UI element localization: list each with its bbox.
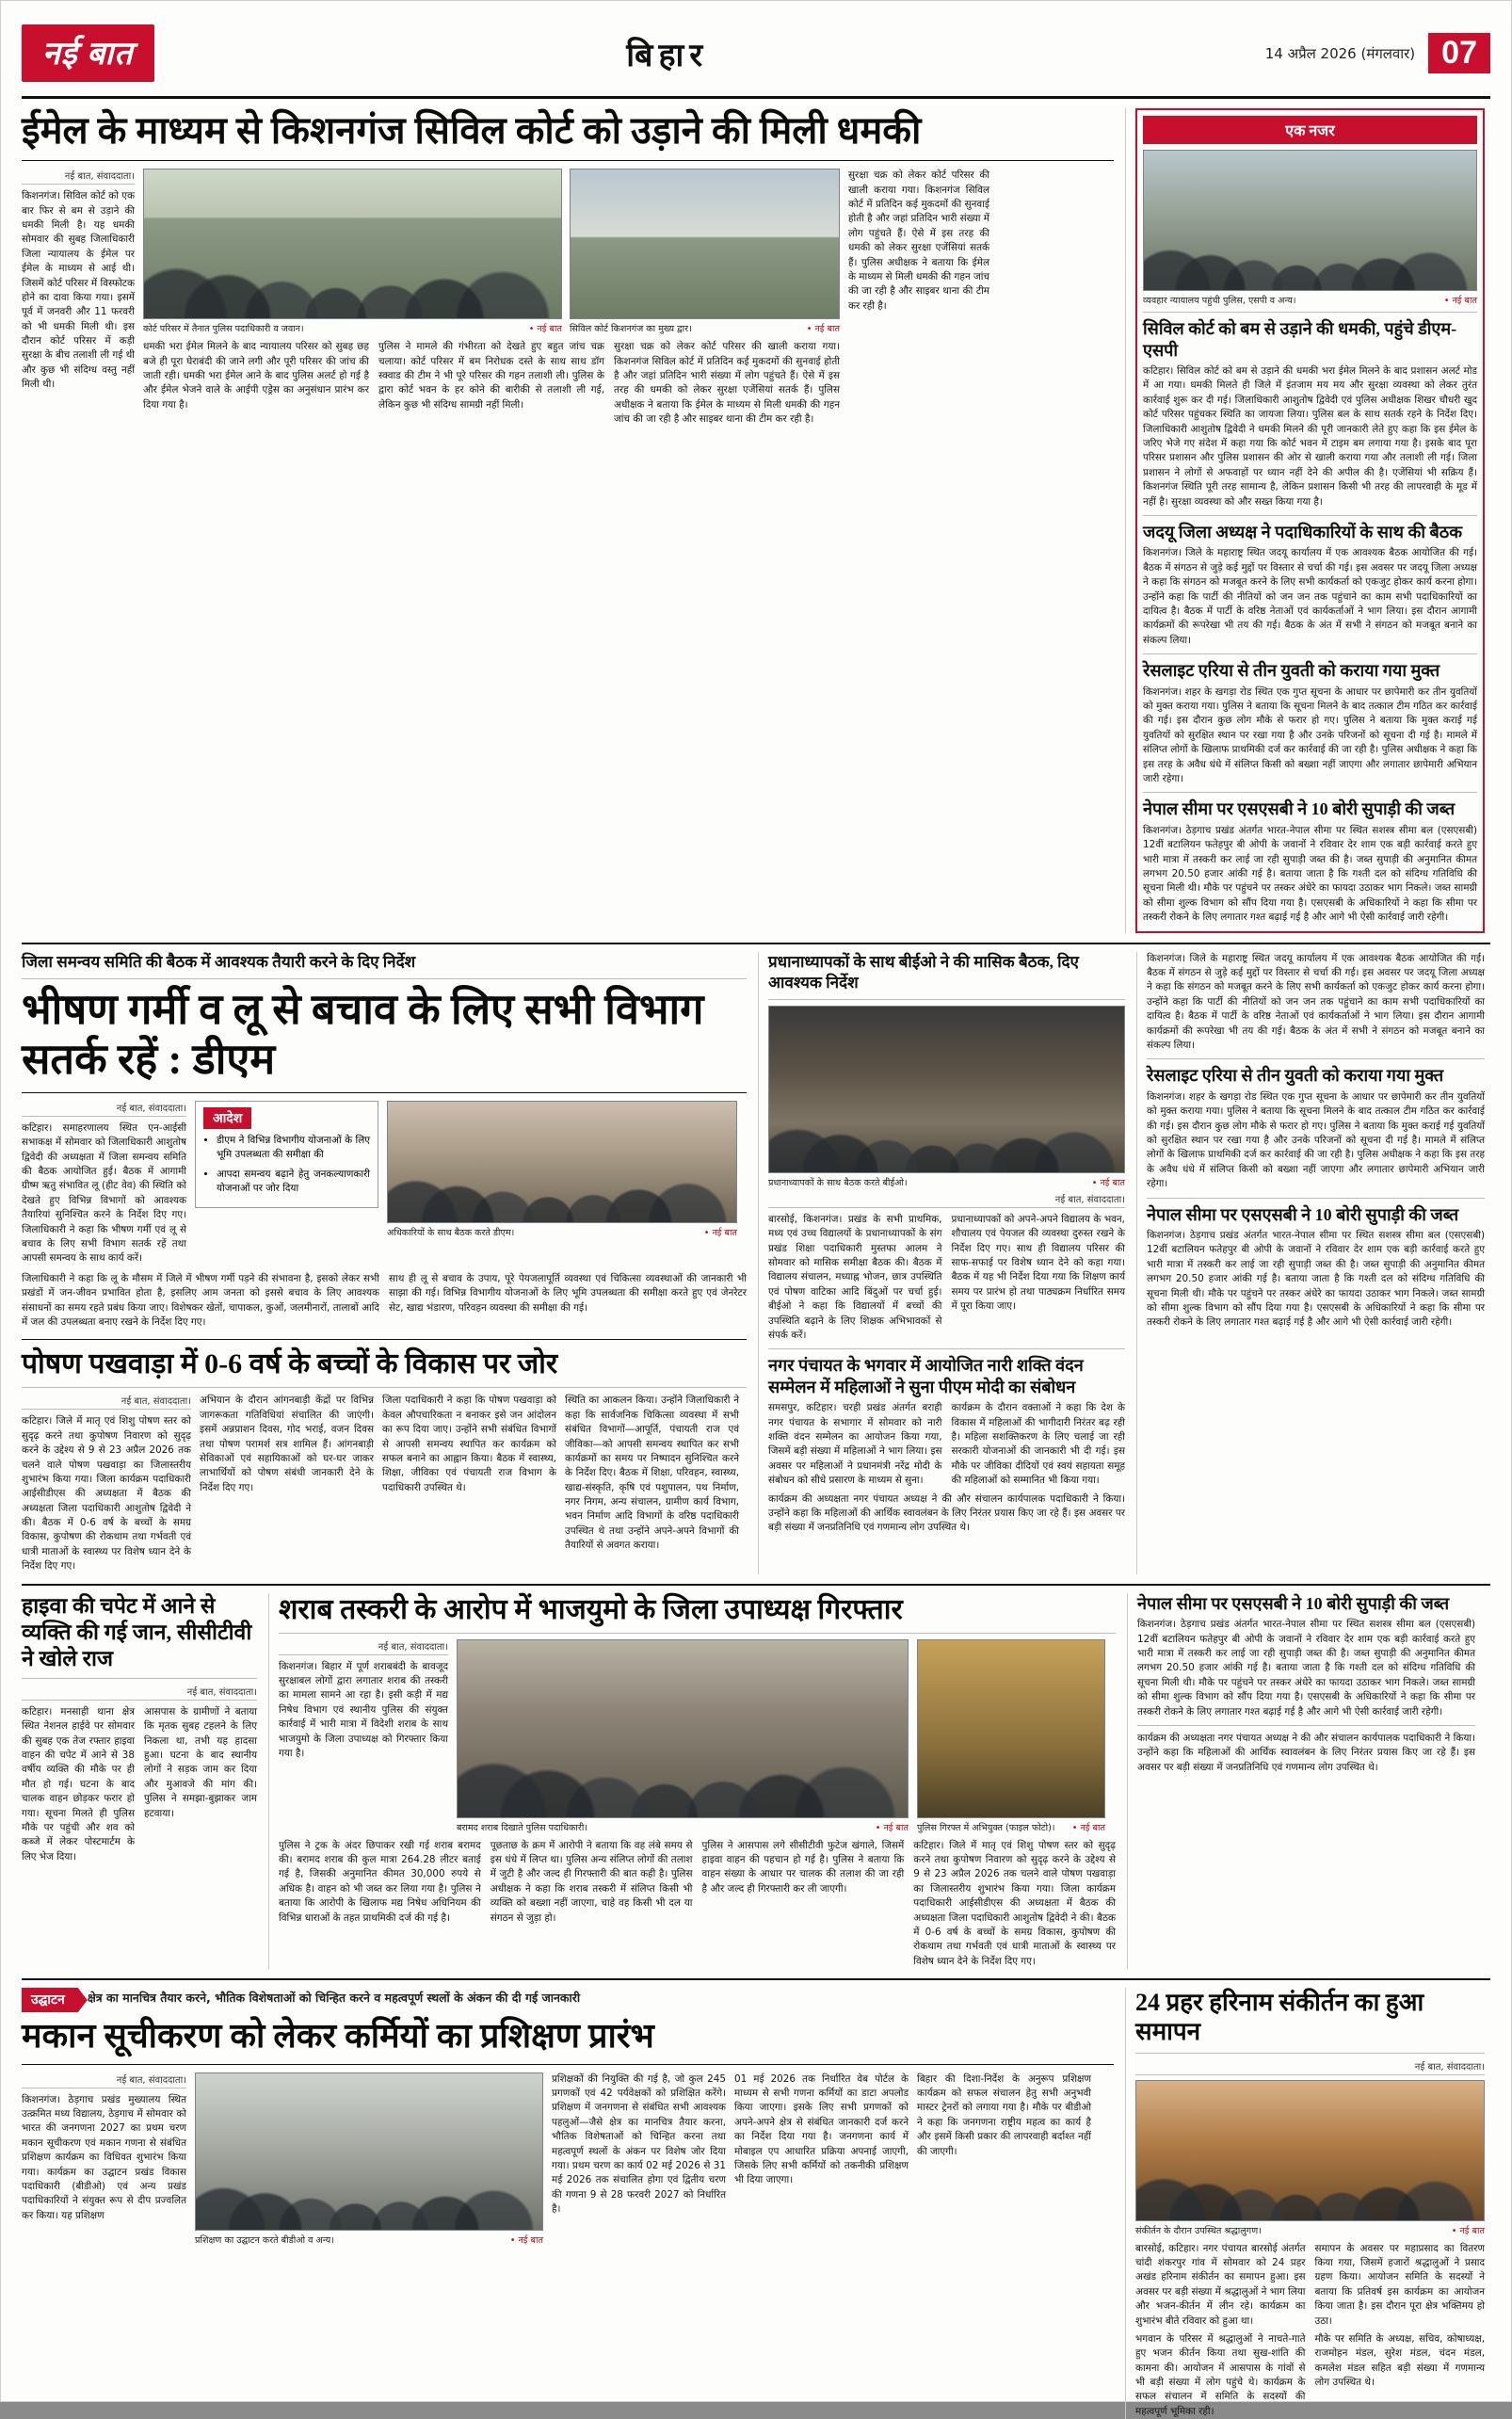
lead-photos bbox=[143, 169, 840, 427]
lead-col-last bbox=[848, 169, 989, 427]
nutrition-headline: पोषण पखवाड़ा में 0-6 वर्ष के बच्चों के विकास पर जोर bbox=[22, 1348, 558, 1380]
training-photo bbox=[195, 2072, 543, 2231]
caption-text: अधिकारियों के साथ बैठक करते डीएम। bbox=[387, 1227, 515, 1238]
caption-credit: • नई बात bbox=[1451, 2225, 1485, 2236]
bdo-photo bbox=[768, 1006, 1125, 1173]
caption-credit: • नई बात bbox=[703, 1227, 737, 1238]
training-para-4: बिहार की दिशा-निर्देश के अनुरूप प्रशिक्षण कार्यक्रम को सफल संचालन हेतु सभी अनुभवी मास्टर ट्रेनरों को लगाया गया है। मौके पर बीडीओ ने कहा कि जनगणना राष्ट्रीय महत्व का कार्य है और इसमें किसी प्रकार की लापरवाही बर्दाश्त नहीं की जाएगी। bbox=[917, 2072, 1091, 2157]
nutrition-col-1 bbox=[22, 1394, 191, 1573]
dm-para-3: साथ ही लू से बचाव के उपाय, पूरे पेयजलापूर्ति व्यवस्था एवं चिकित्सा व्यवस्थाओं की जानकारी भी साझा की गई। विभिन्न विभागीय योजनाओं के लिए भूमि उपलब्धता की समीक्षा करते हुए एवं जेनरेटर सेट, खाद्य भंडारण, परिवहन व्यवस्था की समीक्षा की गई। bbox=[389, 1272, 747, 1314]
eknazar-item-3-headline: नेपाल सीमा पर एसएसबी ने 10 बोरी सुपाड़ी की जब्त bbox=[1143, 799, 1456, 819]
dm-para-2: जिलाधिकारी ने कहा कि लू के मौसम में जिले में भीषण गर्मी पड़ने की संभावना है, इसको लेकर सभी प्रखंडों में जन-जीवन प्रभावित होता है, इसलिए आम जनता को इससे बचाव के लिए आवश्यक संसाधनों का समय रहते प्रबंध किया जाए। विशेषकर खेतों, चापाकल, कुओं, जलमीनारों, तालाबों आदि में जल की उपलब्धता बनाए रखने के निर्देश दिए गए। bbox=[22, 1272, 379, 1328]
eknazar-title: एक नजर bbox=[1143, 116, 1477, 144]
bdo-kicker: प्रधानाध्यापकों के साथ बीईओ ने की मासिक बैठक, दिए आवश्यक निर्देश bbox=[768, 952, 1079, 992]
training-para-3: 01 मई 2026 तक निर्धारित वेब पोर्टल के माध्यम से सभी गणना कर्मियों का डाटा अपलोड किया जाएगा। इसके लिए सभी प्रगणकों को अपने-अपने क्षेत्र से संबंधित जानकारी दर्ज करने का निर्देश दिया गया है। जनगणना कार्य में मोबाइल एप आधारित प्रक्रिया अपनाई जाएगी, जिसके लिए सभी कर्मियों को तकनीकी प्रशिक्षण भी दिया जाएगा। bbox=[734, 2072, 909, 2186]
bdo-byline: नई बात, संवाददाता। bbox=[768, 1192, 1125, 1208]
eknazar-item-1-body: किशनगंज। जिले के महाराष्ट्र स्थित जदयू कार्यालय में एक आवश्यक बैठक आयोजित की गई। बैठक में संगठन से जुड़े कई मुद्दों पर विस्तार से चर्चा की गई। इस अवसर पर जदयू जिला अध्यक्ष ने कहा कि संगठन को मजबूत करने के लिए सभी कार्यकर्ता को एकजुट होकर कार्य करना होगा। उन्होंने कहा कि पार्टी की नीतियों को जन जन तक पहुंचाने का काम सभी पदाधिकारियों का दायित्व है। बैठक में पार्टी के वरिष्ठ नेताओं एवं कार्यकर्ताओं ने भाग लिया। इस दौरान आगामी कार्यक्रमों की रूपरेखा भी तय की गई। बैठक के अंत में सभी ने संगठन को मजबूत बनाने का संकल्प लिया। bbox=[1143, 547, 1477, 646]
kirtan-para-4: मौके पर समिति के अध्यक्ष, सचिव, कोषाध्यक्ष, राजमोहन मंडल, सुरेश मंडल, चंदन मंडल, कमलेश मंडल सहित बड़ी संख्या में गणमान्य लोग उपस्थित थे। bbox=[1314, 2332, 1485, 2389]
eknazar-item-0-body: कटिहार। सिविल कोर्ट को बम से उड़ाने की धमकी भरा ईमेल मिलने के बाद प्रशासन अलर्ट मोड में आ गया। धमकी मिलते ही जिले में इंतजाम मय मय और सुरक्षा व्यवस्था को लेकर तुरंत कार्रवाई शुरू कर दी गई। जिलाधिकारी आशुतोष द्विवेदी एवं पुलिस अधीक्षक शिखर चौधरी खुद कोर्ट परिसर पहुंचकर स्थिति का जायजा लिया। पुलिस बल के साथ सतर्क रहने के निर्देश दिए। जिलाधिकारी आशुतोष द्विवेदी ने धमकी मिलने की पूरी जानकारी लेते हुए कहा कि इस ईमेल के जरिए भेजे गए संदेश में कहा गया कि कोर्ट भवन में टाइम बम लगाया गया है। इसके बाद पूरा परिसर प्रशासन और पुलिस प्रशासन की ओर से खाली कराया गया और तलाशी ली गई। जिला प्रशासन ने लोगों से अफवाहों पर ध्यान नहीं देने की अपील की है। एजेंसियां भी सक्रिय हैं। किशनगंज स्थिति पूरी तरह सामान्य है, लेकिन प्रशासन किसी भी तरह की लापरवाही के मूड में नहीं है। सुरक्षा व्यवस्था को और सख्त किया गया है। bbox=[1143, 365, 1477, 508]
bdo-para-1: बारसोई, किशनगंज। प्रखंड के सभी प्राथमिक, मध्य एवं उच्च विद्यालयों के प्रधानाध्यापकों के संग प्रखंड शिक्षा पदाधिकारी मुस्तफा आलम ने सोमवार को मासिक समीक्षा बैठक की। बैठक में विद्यालय संचालन, मध्याह्न भोजन, छात्र उपस्थिति एवं पोषण वाटिका आदि बिंदुओं पर चर्चा हुई। बीईओ ने कहा कि विद्यालयों में बच्चों की उपस्थिति बढ़ाने के लिए शिक्षक अभिभावकों से संपर्क करें। bbox=[768, 1213, 942, 1341]
dm-byline: नई बात, संवाददाता। bbox=[22, 1101, 186, 1117]
dm-order-list bbox=[203, 1134, 370, 1196]
eknazar-item-2-headline-cont: रेसलाइट एरिया से तीन युवती को कराया गया मुक्त bbox=[1147, 1066, 1444, 1086]
liquor-para-1: किशनगंज। बिहार में पूर्ण शराबबंदी के बावजूद सुरक्षाबल लोगों द्वारा लगातार शराब की तस्करी का मामला सामने आ रहा है। इसी कड़ी में मद्य निषेध विभाग एवं स्थानीय पुलिस की संयुक्त कार्रवाई में भारी मात्रा में विदेशी शराब के साथ भाजयुमो के जिला उपाध्यक्ष को गिरफ्तार किया गया है। bbox=[279, 1660, 448, 1759]
eknazar-item-1-body-cont: किशनगंज। जिले के महाराष्ट्र स्थित जदयू कार्यालय में एक आवश्यक बैठक आयोजित की गई। बैठक में संगठन से जुड़े कई मुद्दों पर विस्तार से चर्चा की गई। इस अवसर पर जदयू जिला अध्यक्ष ने कहा कि संगठन को मजबूत करने के लिए सभी कार्यकर्ता को एकजुट होकर कार्य करना होगा। उन्होंने कहा कि पार्टी की नीतियों को जन जन तक पहुंचाने का काम सभी पदाधिकारियों का दायित्व है। बैठक में पार्टी के वरिष्ठ नेताओं एवं कार्यकर्ताओं ने भाग लिया। इस दौरान आगामी कार्यक्रमों की रूपरेखा भी तय की गई। बैठक के अंत में सभी ने संगठन को मजबूत बनाने का संकल्प लिया। bbox=[1147, 952, 1485, 1051]
lead-photo-1 bbox=[143, 169, 562, 319]
eknazar-item-3-body: किशनगंज। ठेड़गाच प्रखंड अंतर्गत भारत-नेपाल सीमा पर स्थित सशस्त्र सीमा बल (एसएसबी) 12वीं बटालियन फतेहपुर बी ओपी के जवानों ने रविवार देर शाम एक बड़ी कार्रवाई करते हुए भारी मात्रा में तस्करी कर लाई जा रही सुपाड़ी जब्त की है। जब्त सुपाड़ी की अनुमानित कीमत लगभग 20.50 हजार आंकी गई है। बताया जाता है कि गश्ती दल को संदिग्ध गतिविधि की सूचना मिली थी। मौके पर पहुंचने पर तस्कर अंधेरे का फायदा उठाकर भाग निकले। जब्त सामग्री को सीमा शुल्क विभाग को सौंप दिया गया है। एसएसबी के अधिकारियों ने कहा कि सीमा पर तस्करी रोकने के लिए लगातार गश्त बढ़ाई गई है और आगे भी ऐसी कार्रवाई जारी रहेगी। bbox=[1143, 824, 1477, 924]
liquor-headline: शराब तस्करी के आरोप में भाजयुमो के जिला उपाध्यक्ष गिरफ्तार bbox=[279, 1593, 903, 1625]
nutrition-para-1-cont: कटिहार। जिले में मातृ एवं शिशु पोषण स्तर को सुदृढ़ करने तथा कुपोषण निवारण को सुदृढ़ करने के उद्देश्य से 9 से 23 अप्रैल 2026 तक चलने वाले पोषण पखवाड़ा का जिलास्तरीय शुभारंभ किया गया। जिला कार्यक्रम पदाधिकारी आईसीडीएस की अध्यक्षता में बैठक की अध्यक्षता जिला पदाधिकारी आशुतोष द्विवेदी ने की। बैठक में 0-6 वर्ष के बच्चों के समग्र विकास, कुपोषण की रोकथाम तथा गर्भवती एवं धात्री माताओं के स्वास्थ्य पर विशेष ध्यान देने के निर्देश दिए गए। bbox=[913, 1839, 1116, 1967]
eknazar-column bbox=[1125, 108, 1485, 933]
caption-text: प्रशिक्षण का उद्घाटन करते बीडीओ व अन्य। bbox=[195, 2234, 334, 2246]
kirtan-photo bbox=[1135, 2080, 1485, 2221]
lead-para-1: किशनगंज। सिविल कोर्ट को एक बार फिर से बम से उड़ाने की धमकी मिली है। यह धमकी सोमवार की सुबह जिलाधिकारी जिला न्यायालय के ईमेल पर ईमेल के माध्यम से आई थी। जिसमें कोर्ट परिसर में विस्फोटक होने का दावा किया गया। इसमें पूर्व में जनवरी और 11 फरवरी को भी धमकी मिली थी। इस दौरान कोर्ट परिसर में कड़ी सुरक्षा के बीच तलाशी ली गई थी और कुछ भी संदिग्ध वस्तु नहीं मिली थी। bbox=[22, 190, 135, 391]
caption-text: संकीर्तन के दौरान उपस्थित श्रद्धालुगण। bbox=[1135, 2225, 1262, 2236]
liquor-photo-wrap bbox=[457, 1639, 909, 1833]
kirtan-photo-caption bbox=[1135, 2221, 1485, 2236]
caption-credit: • नई बात bbox=[1443, 296, 1477, 306]
eknazar-item-2-body-cont: किशनगंज। शहर के खगड़ा रोड स्थित एक गुप्त सूचना के आधार पर छापेमारी कर तीन युवतियों को मुक्त कराया गया। पुलिस ने बताया कि सूचना मिलने के बाद तत्काल टीम गठित कर कार्रवाई की गई। इस दौरान कुछ लोग मौके से फरार हो गए। पुलिस ने बताया कि मुक्त कराई गई युवतियों को सुरक्षित स्थान पर रखा गया है और उनके परिजनों को सूचना दी गई है। मामले में संलिप्त लोगों के खिलाफ प्राथमिकी दर्ज कर कार्रवाई की जा रही है। पुलिस अधीक्षक ने कहा कि इस तरह के अवैध धंधे में संलिप्त किसी को बख्शा नहीं जाएगा और लगातार छापेमारी अभियान जारी रहेगा। bbox=[1147, 1090, 1485, 1190]
liquor-para-3: पूछताछ के क्रम में आरोपी ने बताया कि वह लंबे समय से इस धंधे में लिप्त था। पुलिस अन्य संलिप्त लोगों की तलाश में जुटी है और जल्द ही गिरफ्तारी की बात कही है। पुलिस अधीक्षक ने कहा कि शराब तस्करी में संलिप्त किसी भी व्यक्ति को बख्शा नहीं जाएगा, चाहे वह किसी भी दल या संगठन से जुड़ा हो। bbox=[490, 1839, 693, 1924]
nari-para-2: कार्यक्रम के दौरान वक्ताओं ने कहा कि देश के विकास में महिलाओं की भागीदारी निरंतर बढ़ रही है। महिला सशक्तिकरण के लिए चलाई जा रही सरकारी योजनाओं की जानकारी भी दी गई। इस मौके पर जीविका दीदियों एवं स्वयं सहायता समूह की महिलाओं को सम्मानित भी किया गया। bbox=[951, 1402, 1125, 1487]
kirtan-headline: 24 प्रहर हरिनाम संकीर्तन का हुआ समापन bbox=[1135, 1989, 1424, 2046]
liquor-accused-photo bbox=[917, 1639, 1105, 1818]
caption-text: सिविल कोर्ट किशनगंज का मुख्य द्वार। bbox=[569, 324, 692, 335]
bdo-para-2: प्रधानाध्यापकों को अपने-अपने विद्यालय के भवन, शौचालय एवं पेयजल की व्यवस्था दुरुस्त रखने के निर्देश दिए गए। साथ ही विद्यालय परिसर की साफ-सफाई पर विशेष ध्यान देने को कहा गया। बैठक में यह भी निर्देश दिया गया कि शिक्षण कार्य समय पर प्रारंभ हो तथा पाठ्यक्रम निर्धारित समय में पूरा किया जाए। bbox=[951, 1213, 1125, 1313]
publication-date: 14 अप्रैल 2026 (मंगलवार) bbox=[1264, 44, 1416, 62]
eknazar-item-3-headline-cont: नेपाल सीमा पर एसएसबी ने 10 बोरी सुपाड़ी की जब्त bbox=[1147, 1204, 1459, 1224]
hiwa-para-3: पुलिस ने आसपास लगे सीसीटीवी फुटेज खंगाले, जिसमें हाइवा वाहन की पहचान हो गई है। पुलिस ने बताया कि वाहन संख्या के आधार पर चालक की तलाश की जा रही है और जल्द ही गिरफ्तारी कर ली जाएगी। bbox=[701, 1839, 905, 1895]
dm-para-1: कटिहार। समाहरणालय स्थित एन-आईसी सभाकक्ष में सोमवार को जिलाधिकारी आशुतोष द्विवेदी की अध्यक्षता में जिला समन्वय समिति की बैठक आयोजित हुई। बैठक में आगामी ग्रीष्म ऋतु संभावित लू (हीट वेव) की स्थिति को देखते हुए विभिन्न विभागों को आवश्यक तैयारियां सुनिश्चित करने के निर्देश दिए गए। जिलाधिकारी ने कहा कि भीषण गर्मी एवं लू से बचाव के लिए सभी विभाग सतर्क रहें तथा आपसी समन्वय के साथ कार्य करें। bbox=[22, 1121, 186, 1265]
bdo-photo-caption bbox=[768, 1173, 1125, 1188]
training-photo-wrap bbox=[195, 2072, 543, 2246]
dm-headline: भीषण गर्मी व लू से बचाव के लिए सभी विभाग सतर्क रहें : डीएम bbox=[22, 985, 704, 1083]
nari-headline: नगर पंचायत के भगवार में आयोजित नारी शक्ति वंदन सम्मेलन में महिलाओं ने सुना पीएम मोदी का संबोधन bbox=[768, 1356, 1084, 1396]
dm-photo bbox=[387, 1101, 737, 1223]
liquor-col-1 bbox=[279, 1639, 448, 1833]
nutrition-para-3: जिला पदाधिकारी ने कहा कि पोषण पखवाड़ा को केवल औपचारिकता न बनाकर इसे जन आंदोलन का रूप दिया जाए। उन्होंने सभी संबंधित विभागों से आपसी समन्वय स्थापित कर कार्यक्रम को सफल बनाने का आह्वान किया। बैठक में स्वास्थ्य, शिक्षा, जीविका एवं पंचायती राज विभाग के पदाधिकारी उपस्थित थे। bbox=[382, 1395, 556, 1493]
lead-photo-1-caption bbox=[143, 319, 562, 334]
dm-order-item-1: • आपदा समन्वय बढ़ाने हेतु जनकल्याणकारी योजनाओं पर जोर दिया bbox=[217, 1168, 370, 1196]
eknazar-photo-caption bbox=[1143, 291, 1477, 306]
eknazar-continued bbox=[1136, 952, 1485, 1574]
nari-para-3-cont: कार्यक्रम की अध्यक्षता नगर पंचायत अध्यक्ष ने की और संचालन कार्यपालक पदाधिकारी ने किया। उन्होंने कहा कि महिलाओं की आर्थिक स्वावलंबन के लिए निरंतर प्रयास किए जा रहे हैं। इस अवसर पर बड़ी संख्या में जनप्रतिनिधि एवं गणमान्य लोग उपस्थित थे। bbox=[1137, 1732, 1475, 1773]
lead-para-4: सुरक्षा चक्र को लेकर कोर्ट परिसर की खाली कराया गया। किशनगंज सिविल कोर्ट में प्रतिदिन कई मुकदमों की सुनवाई होती है और जहां प्रतिदिन भारी संख्या में लोग पहुंचते हैं। ऐसे में इस तरह की धमकी को लेकर सुरक्षा एजेंसियां सतर्क हैं। पुलिस अधीक्षक ने बताया कि ईमेल के माध्यम से मिली धमकी की गहन जांच की जा रही है और साइबर थाना की टीम कर रही है। bbox=[614, 341, 840, 426]
hiwa-headline: हाइवा की चपेट में आने से व्यक्ति की गई जान, सीसीटीवी ने खोले राज bbox=[22, 1593, 252, 1670]
hiwa-para-2: आसपास के ग्रामीणों ने बताया कि मृतक सुबह टहलने के लिए निकला था, तभी यह हादसा हुआ। घटना के बाद स्थानीय लोगों ने सड़क जाम कर दिया और मुआवजे की मांग की। पुलिस ने समझा-बुझाकर जाम हटवाया। bbox=[144, 1705, 257, 1819]
hiwa-story bbox=[22, 1593, 257, 1970]
dm-col-1 bbox=[22, 1101, 186, 1266]
nari-para-3: कार्यक्रम की अध्यक्षता नगर पंचायत अध्यक्ष ने की और संचालन कार्यपालक पदाधिकारी ने किया। उन्होंने कहा कि महिलाओं की आर्थिक स्वावलंबन के लिए निरंतर प्रयास किए जा रहे हैं। इस अवसर पर बड़ी संख्या में जनप्रतिनिधि एवं गणमान्य लोग उपस्थित थे। bbox=[768, 1492, 1125, 1534]
hiwa-para-1: कटिहार। मनसाही थाना क्षेत्र स्थित नेशनल हाईवे पर सोमवार की सुबह एक तेज रफ्तार हाइवा वाहन की चपेट में आने से 38 वर्षीय व्यक्ति की मौके पर ही मौत हो गई। घटना के बाद चालक वाहन छोड़कर फरार हो गया। सूचना मिलते ही पुलिस मौके पर पहुंची और शव को कब्जे में लेकर पोस्टमार्टम के लिए भेज दिया। bbox=[22, 1705, 135, 1863]
training-para-1: किशनगंज। ठेड़गाच प्रखंड मुख्यालय स्थित उत्क्रमित मध्य विद्यालय, ठेड़गाच में सोमवार को भारत की जनगणना 2027 का प्रथम चरण मकान सूचीकरण एवं मकान गणना से संबंधित प्रशिक्षण कार्यक्रम का विधिवत शुभारंभ किया गया। कार्यक्रम का उद्घाटन प्रखंड विकास पदाधिकारी (बीडीओ) एवं अन्य प्रखंड पदाधिकारियों ने संयुक्त रूप से दीप प्रज्वलित कर किया। यह प्रशिक्षण bbox=[22, 2093, 186, 2221]
lead-para-2: धमकी भरा ईमेल मिलने के बाद न्यायालय परिसर को सुबह छह बजे ही पूरा घेराबंदी की जाने लगी और पूरी परिसर की जांच की जाती रही। धमकी भरा ईमेल आने के बाद पुलिस अलर्ट हो गई है और ईमेल भेजने वाले के आईपी एड्रेस का अनुसंधान प्रारंभ कर दिया गया है। bbox=[143, 341, 369, 411]
caption-credit: • नई बात bbox=[1071, 1822, 1105, 1833]
bdo-story bbox=[758, 952, 1125, 1574]
eknazar-item-3-body-b: किशनगंज। ठेड़गाच प्रखंड अंतर्गत भारत-नेपाल सीमा पर स्थित सशस्त्र सीमा बल (एसएसबी) 12वीं बटालियन फतेहपुर बी ओपी के जवानों ने रविवार देर शाम एक बड़ी कार्रवाई करते हुए भारी मात्रा में तस्करी कर लाई जा रही सुपाड़ी जब्त की है। जब्त सुपाड़ी की अनुमानित कीमत लगभग 20.50 हजार आंकी गई है। बताया जाता है कि गश्ती दल को संदिग्ध गतिविधि की सूचना मिली थी। मौके पर पहुंचने पर तस्कर अंधेरे का फायदा उठाकर भाग निकले। जब्त सामग्री को सीमा शुल्क विभाग को सौंप दिया गया है। एसएसबी के अधिकारियों ने कहा कि सीमा पर तस्करी रोकने के लिए लगातार गश्त बढ़ाई गई है और आगे भी ऐसी कार्रवाई जारी रहेगी। bbox=[1137, 1619, 1475, 1717]
dm-story bbox=[22, 952, 747, 1574]
liquor-para-2: पुलिस ने ट्रक के अंदर छिपाकर रखी गई शराब बरामद की। बरामद शराब की कुल मात्रा 264.28 लीटर बताई गई है, जिसकी अनुमानित कीमत 30,000 रुपये से अधिक है। वाहन को भी जब्त कर लिया गया है। पुलिस ने बताया कि आरोपी के खिलाफ मद्य निषेध अधिनियम की विभिन्न धाराओं के तहत प्राथमिकी दर्ज की गई है। bbox=[279, 1839, 481, 1924]
kirtan-para-3: भगवान के परिसर में श्रद्धालुओं ने नाचते-गाते हुए भजन कीर्तन किया तथा सुख-शांति की कामना की। आयोजन में आसपास के गांवों से भी बड़ी संख्या में लोग पहुंचे थे। कार्यक्रम के सफल संचालन में समिति के सदस्यों की महत्वपूर्ण भूमिका रही। bbox=[1135, 2332, 1306, 2417]
eknazar-item-2-headline: रेसलाइट एरिया से तीन युवती को कराया गया मुक्त bbox=[1143, 661, 1440, 681]
lead-byline: नई बात, संवाददाता। bbox=[22, 169, 135, 185]
kirtan-para-1: बारसोई, कटिहार। नगर पंचायत बारसोई अंतर्गत चांदी शंकरपुर गांव में सोमवार को 24 प्रहर अखंड हरिनाम संकीर्तन का समापन हुआ। इस अवसर पर बड़ी संख्या में श्रद्धालुओं ने भाग लिया और भजन-कीर्तन में लीन रहे। कार्यक्रम का शुभारंभ बीते रविवार को हुआ था। bbox=[1135, 2242, 1306, 2327]
newspaper-logo: नई बात bbox=[22, 24, 154, 82]
training-story bbox=[22, 1988, 1114, 2419]
training-headline: मकान सूचीकरण को लेकर कर्मियों का प्रशिक्षण प्रारंभ bbox=[22, 2017, 654, 2056]
dm-kicker: जिला समन्वय समिति की बैठक में आवश्यक तैयारी करने के दिए निर्देश bbox=[22, 952, 416, 971]
training-kicker: क्षेत्र का मानचित्र तैयार करने, भौतिक विशेषताओं को चिन्हित करने व महत्वपूर्ण स्थलों के अंकन की दी गई जानकारी bbox=[87, 1991, 581, 2006]
liquor-story bbox=[268, 1593, 1116, 1970]
masthead bbox=[22, 18, 1490, 99]
eknazar-item-1-headline: जदयू जिला अध्यक्ष ने पदाधिकारियों के साथ की बैठक bbox=[1143, 522, 1463, 541]
training-byline: नई बात, संवाददाता। bbox=[22, 2072, 186, 2088]
lead-para-3: पुलिस ने मामले की गंभीरता को देखते हुए बहुत जांच चक्र चलाया। कोर्ट परिसर में बम निरोधक दस्ते के साथ साथ डॉग स्क्वाड की टीम ने भी पूरे परिसर की गहन तलाशी ली। पुलिस के द्वारा कोर्ट भवन के हर कोने की बारीकी से तलाशी ली गई, लेकिन कुछ भी संदिग्ध सामग्री नहीं मिली। bbox=[378, 341, 604, 411]
lead-photo-2-caption bbox=[570, 319, 840, 334]
liquor-photo-caption bbox=[457, 1818, 909, 1833]
nutrition-para-1: कटिहार। जिले में मातृ एवं शिशु पोषण स्तर को सुदृढ़ करने तथा कुपोषण निवारण को सुदृढ़ करने के उद्देश्य से 9 से 23 अप्रैल 2026 तक चलने वाले पोषण पखवाड़ा का जिलास्तरीय शुभारंभ किया गया। जिला कार्यक्रम पदाधिकारी आईसीडीएस की अध्यक्षता में बैठक की अध्यक्षता जिला पदाधिकारी आशुतोष द्विवेदी ने की। बैठक में 0-6 वर्ष के बच्चों के समग्र विकास, कुपोषण की रोकथाम तथा गर्भवती एवं धात्री माताओं के स्वास्थ्य पर विशेष ध्यान देने के निर्देश दिए गए। bbox=[22, 1415, 191, 1572]
page-number: 07 bbox=[1428, 33, 1490, 73]
dm-order-box bbox=[195, 1101, 378, 1208]
eknazar-photo bbox=[1143, 150, 1477, 291]
caption-text: कोर्ट परिसर में तैनात पुलिस पदाधिकारी व जवान। bbox=[143, 324, 304, 335]
dm-order-tag: आदेश bbox=[203, 1107, 251, 1129]
nutrition-para-2: अभियान के दौरान आंगनबाड़ी केंद्रों पर विभिन्न जागरूकता गतिविधियां संचालित की जाएंगी। इसमें अन्नप्राशन दिवस, गोद भराई, वजन दिवस तथा पोषण परामर्श सत्र शामिल हैं। आंगनबाड़ी सेविकाओं एवं सहायिकाओं को घर-घर जाकर लाभार्थियों को पोषण संबंधी जानकारी देने के निर्देश दिए गए। bbox=[200, 1395, 374, 1493]
lead-headline: ईमेल के माध्यम से किशनगंज सिविल कोर्ट को उड़ाने की मिली धमकी bbox=[22, 109, 922, 152]
kirtan-para-2: समापन के अवसर पर महाप्रसाद का वितरण किया गया, जिसमें हजारों श्रद्धालुओं ने प्रसाद ग्रहण किया। आयोजन समिति के सदस्यों ने बताया कि प्रतिवर्ष इस कार्यक्रम का आयोजन किया जाता है। इस दौरान पूरा क्षेत्र भक्तिमय हो उठा। bbox=[1314, 2242, 1485, 2327]
training-photo-caption bbox=[195, 2231, 543, 2246]
dm-para-4: स्थिति का आकलन किया। उन्होंने जिलाधिकारी ने कहा कि सार्वजनिक चिकित्सा व्यवस्था में सभी संबंधित विभागों—आपूर्ति, पंचायती राज एवं जीविका—को आपसी समन्वय स्थापित कर सभी कार्यक्रमों का समय पर निष्पादन सुनिश्चित करने के निर्देश दिए। बैठक में शिक्षा, परिवहन, स्वास्थ्य, खाद्य-संस्कृति, कृषि एवं पशुपालन, पथ निर्माण, नगर निगम, अन्य संचालन, ग्रामीण कार्य विभाग, भवन निर्माण आदि विभागों के वरिष्ठ पदाधिकारी उपस्थित थे तथा उन्होंने अपने-अपने विभागों की तैयारियों से अवगत कराया। bbox=[565, 1395, 739, 1552]
masthead-left bbox=[22, 24, 154, 82]
lead-photo-2 bbox=[570, 169, 840, 319]
nutrition-byline: नई बात, संवाददाता। bbox=[22, 1394, 191, 1410]
kirtan-byline: नई बात, संवाददाता। bbox=[1135, 2059, 1485, 2075]
training-tag: उद्घाटन bbox=[22, 1988, 78, 2012]
eknazar-box bbox=[1135, 108, 1485, 933]
masthead-right bbox=[1265, 33, 1490, 73]
dm-photo-caption bbox=[387, 1223, 737, 1238]
lead-story bbox=[22, 108, 1114, 933]
eknazar-item-0-headline: सिविल कोर्ट को बम से उड़ाने की धमकी, पहुंचे डीएम-एसपी bbox=[1143, 319, 1457, 360]
lead-para-5: सुरक्षा चक्र को लेकर कोर्ट परिसर की खाली कराया गया। किशनगंज सिविल कोर्ट में प्रतिदिन कई मुकदमों की सुनवाई होती है और जहां प्रतिदिन भारी संख्या में लोग पहुंचते हैं। ऐसे में इस तरह की धमकी को लेकर सुरक्षा एजेंसियां सतर्क हैं। पुलिस अधीक्षक ने बताया कि ईमेल के माध्यम से मिली धमकी की गहन जांच की जा रही है और साइबर थाना की टीम कर रही है। bbox=[848, 169, 989, 312]
hiwa-byline: नई बात, संवाददाता। bbox=[22, 1685, 257, 1701]
caption-text: पुलिस गिरफ्त में अभियुक्त (फाइल फोटो)। bbox=[917, 1822, 1055, 1833]
liquor-photo2-wrap bbox=[917, 1639, 1105, 1833]
caption-credit: • नई बात bbox=[875, 1822, 909, 1833]
caption-credit: • नई बात bbox=[509, 2234, 543, 2246]
edition-name: बिहार bbox=[626, 38, 709, 73]
dm-photo-wrap bbox=[387, 1101, 737, 1266]
kirtan-story bbox=[1125, 1988, 1485, 2419]
caption-text: व्यवहार न्यायालय पहुंची पुलिस, एसपी व अन्य। bbox=[1143, 296, 1296, 306]
caption-credit: • नई बात bbox=[806, 324, 840, 335]
caption-text: बरामद शराब दिखाते पुलिस पदाधिकारी। bbox=[457, 1822, 587, 1833]
liquor-byline: नई बात, संवाददाता। bbox=[279, 1639, 448, 1655]
liquor-photo2-caption bbox=[917, 1818, 1105, 1833]
nari-para-1: समसपुर, कटिहार। चरही प्रखंड अंतर्गत बराही नगर पंचायत के सभागार में सोमवार को नारी शक्ति वंदन सम्मेलन का आयोजन किया गया, जिसमें बड़ी संख्या में महिलाओं ने भाग लिया। इस अवसर पर महिलाओं ने प्रधानमंत्री नरेंद्र मोदी के संबोधन को सीधे प्रसारण के माध्यम से सुना। bbox=[768, 1402, 942, 1487]
dm-order-item-0: • डीएम ने विभिन्न विभागीय योजनाओं के लिए भूमि उपलब्धता की समीक्षा की bbox=[217, 1134, 370, 1162]
eknazar-item-2-body: किशनगंज। शहर के खगड़ा रोड स्थित एक गुप्त सूचना के आधार पर छापेमारी कर तीन युवतियों को मुक्त कराया गया। पुलिस ने बताया कि सूचना मिलने के बाद तत्काल टीम गठित कर कार्रवाई की गई। इस दौरान कुछ लोग मौके से फरार हो गए। पुलिस ने बताया कि मुक्त कराई गई युवतियों को सुरक्षित स्थान पर रखा गया है और उनके परिजनों को सूचना दी गई है। मामले में संलिप्त लोगों के खिलाफ प्राथमिकी दर्ज कर कार्रवाई की जा रही है। पुलिस अधीक्षक ने कहा कि इस तरह के अवैध धंधे में संलिप्त किसी को बख्शा नहीं जाएगा और लगातार छापेमारी अभियान जारी रहेगा। bbox=[1143, 685, 1477, 784]
caption-credit: • नई बात bbox=[528, 324, 562, 335]
eknazar-item-3-headline-b: नेपाल सीमा पर एसएसबी ने 10 बोरी सुपाड़ी की जब्त bbox=[1137, 1593, 1450, 1613]
caption-text: प्रधानाध्यापकों के साथ बैठक करते बीईओ। bbox=[768, 1177, 908, 1188]
right-lower-column bbox=[1127, 1593, 1475, 1970]
caption-credit: • नई बात bbox=[1091, 1177, 1125, 1188]
dm-order-box-wrap bbox=[195, 1101, 378, 1266]
liquor-photo bbox=[457, 1639, 909, 1818]
training-col-1 bbox=[22, 2072, 186, 2246]
training-para-2: प्रशिक्षकों की नियुक्ति की गई है, जो कुल 245 प्रगणकों एवं 42 पर्यवेक्षकों को प्रशिक्षित करेंगे। प्रशिक्षण में जनगणना से संबंधित सभी आवश्यक पहलुओं—जैसे क्षेत्र का मानचित्र तैयार करना, भौतिक विशेषताओं को चिन्हित करना तथा महत्वपूर्ण स्थलों के अंकन पर विशेष जोर दिया गया। प्रथम चरण का कार्य 02 मई 2026 से 31 मई 2026 तक संचालित होगा एवं द्वितीय चरण की गणना 9 से 28 फरवरी 2027 को निर्धारित है। bbox=[552, 2072, 726, 2216]
eknazar-item-3-body-cont: किशनगंज। ठेड़गाच प्रखंड अंतर्गत भारत-नेपाल सीमा पर स्थित सशस्त्र सीमा बल (एसएसबी) 12वीं बटालियन फतेहपुर बी ओपी के जवानों ने रविवार देर शाम एक बड़ी कार्रवाई करते हुए भारी मात्रा में तस्करी कर लाई जा रही सुपाड़ी जब्त की है। जब्त सुपाड़ी की अनुमानित कीमत लगभग 20.50 हजार आंकी गई है। बताया जाता है कि गश्ती दल को संदिग्ध गतिविधि की सूचना मिली थी। मौके पर पहुंचने पर तस्कर अंधेरे का फायदा उठाकर भाग निकले। जब्त सामग्री को सीमा शुल्क विभाग को सौंप दिया गया है। एसएसबी के अधिकारियों ने कहा कि सीमा पर तस्करी रोकने के लिए लगातार गश्त बढ़ाई गई है और आगे भी ऐसी कार्रवाई जारी रहेगी। bbox=[1147, 1230, 1485, 1329]
lead-col-1 bbox=[22, 169, 135, 427]
